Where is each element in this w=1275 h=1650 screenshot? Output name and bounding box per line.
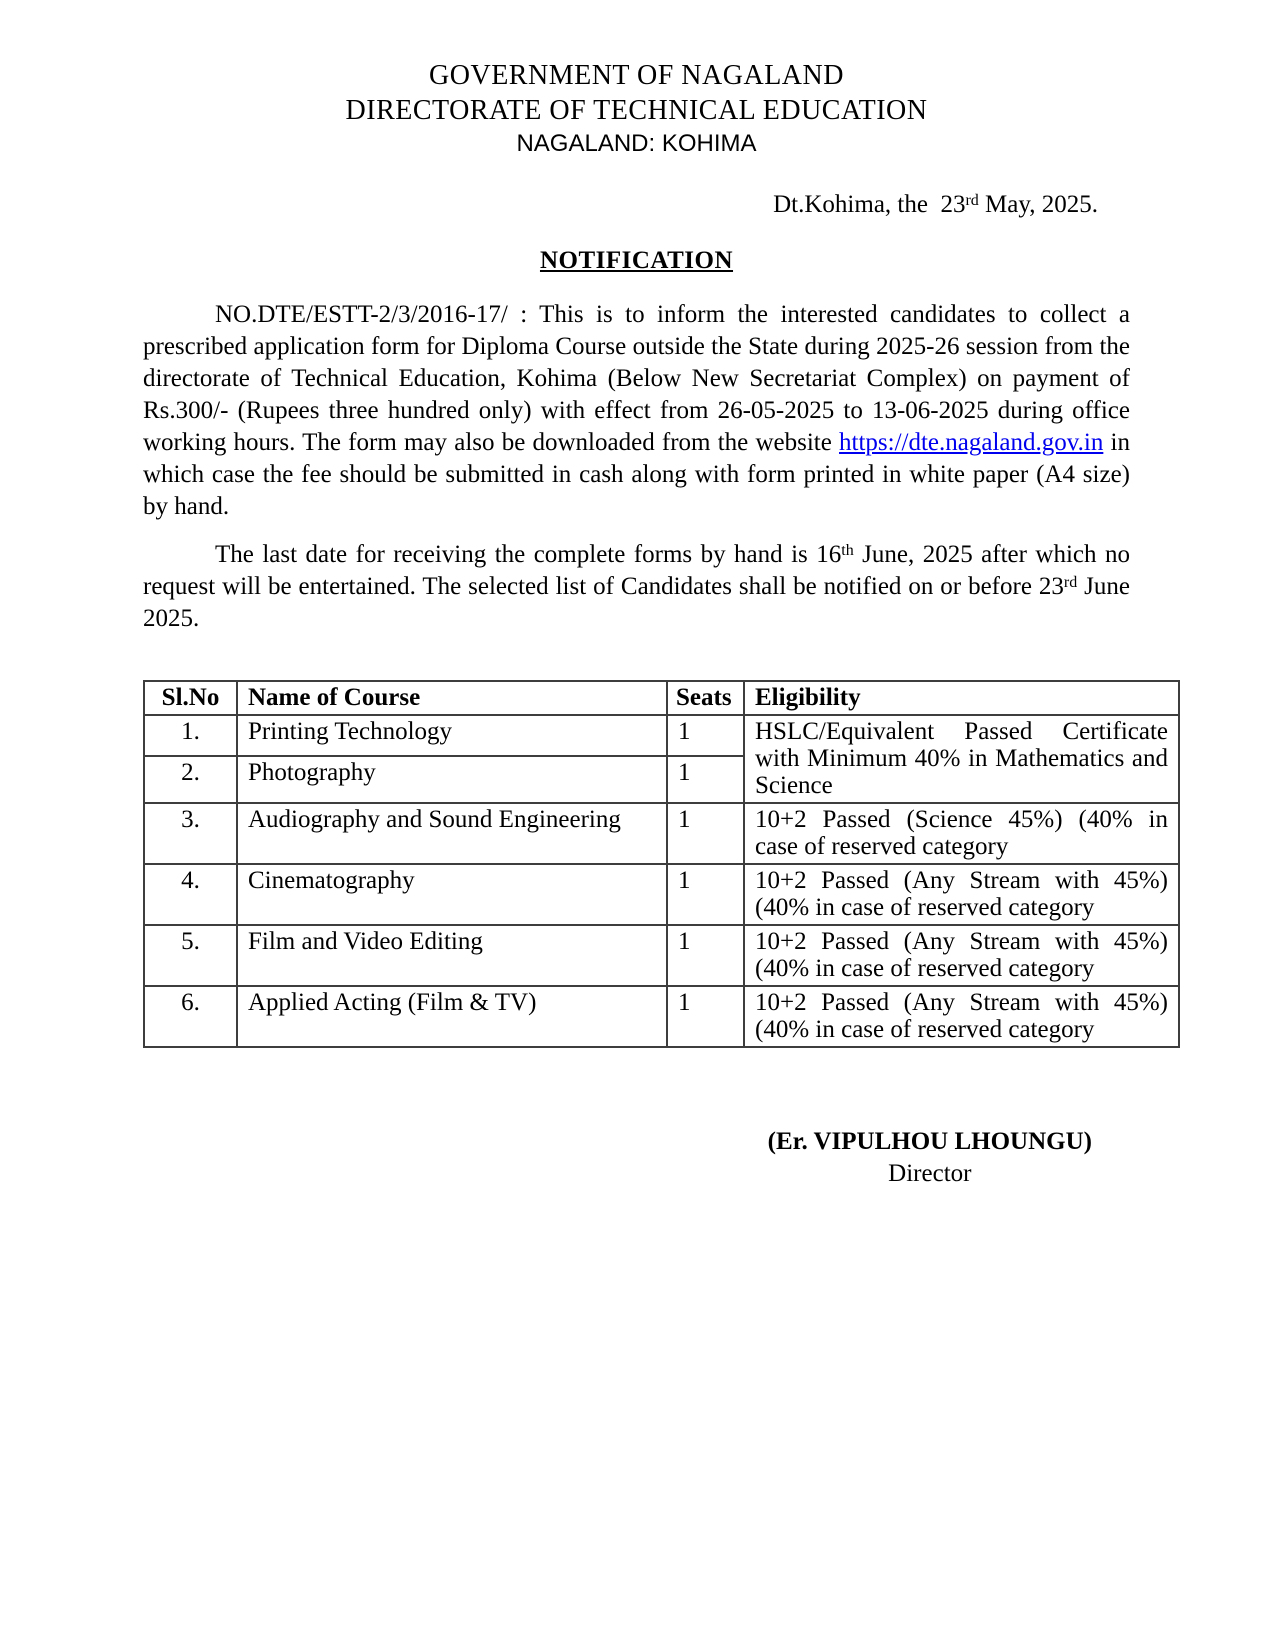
courses-table <box>143 680 1180 1048</box>
paragraph2-sup-th: th <box>841 541 854 559</box>
date-line <box>143 189 1130 221</box>
cell-course: Photography <box>237 756 667 803</box>
col-header-slno: Sl.No <box>144 681 237 715</box>
cell-eligibility-merged: HSLC/Equivalent Passed Certificate with Minimum 40% in Mathematics and Science <box>744 715 1179 803</box>
cell-slno: 1. <box>144 715 237 756</box>
cell-course: Applied Acting (Film & TV) <box>237 986 667 1047</box>
cell-seats: 1 <box>667 715 744 756</box>
table-row <box>144 986 1179 1047</box>
table-row <box>144 715 1179 756</box>
table-row <box>144 864 1179 925</box>
paragraph-notification-body <box>143 299 1130 523</box>
paragraph2-part2: June, 2025 after which no request will be entertained. The selected list of Candidates shall be notified on or before 23 <box>143 541 1130 600</box>
header-government: GOVERNMENT OF NAGALAND <box>429 60 844 91</box>
paragraph1-text-after-link: in which case the fee should be submitted in cash along with form printed in white paper (A4 size) by hand. <box>143 429 1130 520</box>
cell-course: Printing Technology <box>237 715 667 756</box>
paragraph-last-date <box>143 539 1130 635</box>
header-directorate: DIRECTORATE OF TECHNICAL EDUCATION <box>345 95 928 126</box>
notification-title: NOTIFICATION <box>539 247 734 274</box>
document-header <box>143 58 1130 159</box>
cell-slno: 6. <box>144 986 237 1047</box>
cell-seats: 1 <box>667 986 744 1047</box>
cell-slno: 3. <box>144 803 237 864</box>
date-ordinal-superscript: rd <box>965 191 979 209</box>
header-location: NAGALAND: KOHIMA <box>516 130 757 157</box>
cell-course: Cinematography <box>237 864 667 925</box>
cell-eligibility: 10+2 Passed (Any Stream with 45%) (40% in case of reserved category <box>744 925 1179 986</box>
table-header-row <box>144 681 1179 715</box>
date-suffix: May, 2025. <box>978 191 1098 218</box>
cell-eligibility: 10+2 Passed (Any Stream with 45%) (40% in case of reserved category <box>744 864 1179 925</box>
signatory-name: (Er. VIPULHOU LHOUNGU) <box>767 1128 1092 1155</box>
cell-slno: 5. <box>144 925 237 986</box>
cell-eligibility: 10+2 Passed (Science 45%) (40% in case of reserved category <box>744 803 1179 864</box>
cell-seats: 1 <box>667 756 744 803</box>
cell-course: Film and Video Editing <box>237 925 667 986</box>
paragraph2-sup-rd: rd <box>1063 573 1078 591</box>
col-header-seats: Seats <box>667 681 744 715</box>
date-prefix: Dt.Kohima, the 23 <box>773 191 966 218</box>
cell-seats: 1 <box>667 864 744 925</box>
table-row <box>144 925 1179 986</box>
paragraph2-part3: June 2025. <box>143 573 1130 632</box>
cell-eligibility: 10+2 Passed (Any Stream with 45%) (40% in case of reserved category <box>744 986 1179 1047</box>
col-header-eligibility: Eligibility <box>744 681 1179 715</box>
cell-slno: 4. <box>144 864 237 925</box>
signature-block <box>768 1126 1092 1190</box>
cell-course: Audiography and Sound Engineering <box>237 803 667 864</box>
paragraph1-text-before-link: NO.DTE/ESTT-2/3/2016-17/ : This is to inform the interested candidates to collect a prescribed application form for Diploma Course outside the State during 2025-26 session from the directorate of Technical Education, Kohima (Below New Secretariat Complex) on payment of Rs.300/- (Rupees three hundred only) with effect from 26-05-2025 to 13-06-2025 during office working hours. The form may also be downloaded from the website <box>143 301 1130 456</box>
signatory-designation: Director <box>888 1160 972 1187</box>
cell-seats: 1 <box>667 925 744 986</box>
cell-slno: 2. <box>144 756 237 803</box>
paragraph2-part1: The last date for receiving the complete forms by hand is 16 <box>215 541 842 568</box>
cell-seats: 1 <box>667 803 744 864</box>
col-header-course: Name of Course <box>237 681 667 715</box>
table-row <box>144 803 1179 864</box>
website-link[interactable]: https://dte.nagaland.gov.in <box>839 429 1104 456</box>
